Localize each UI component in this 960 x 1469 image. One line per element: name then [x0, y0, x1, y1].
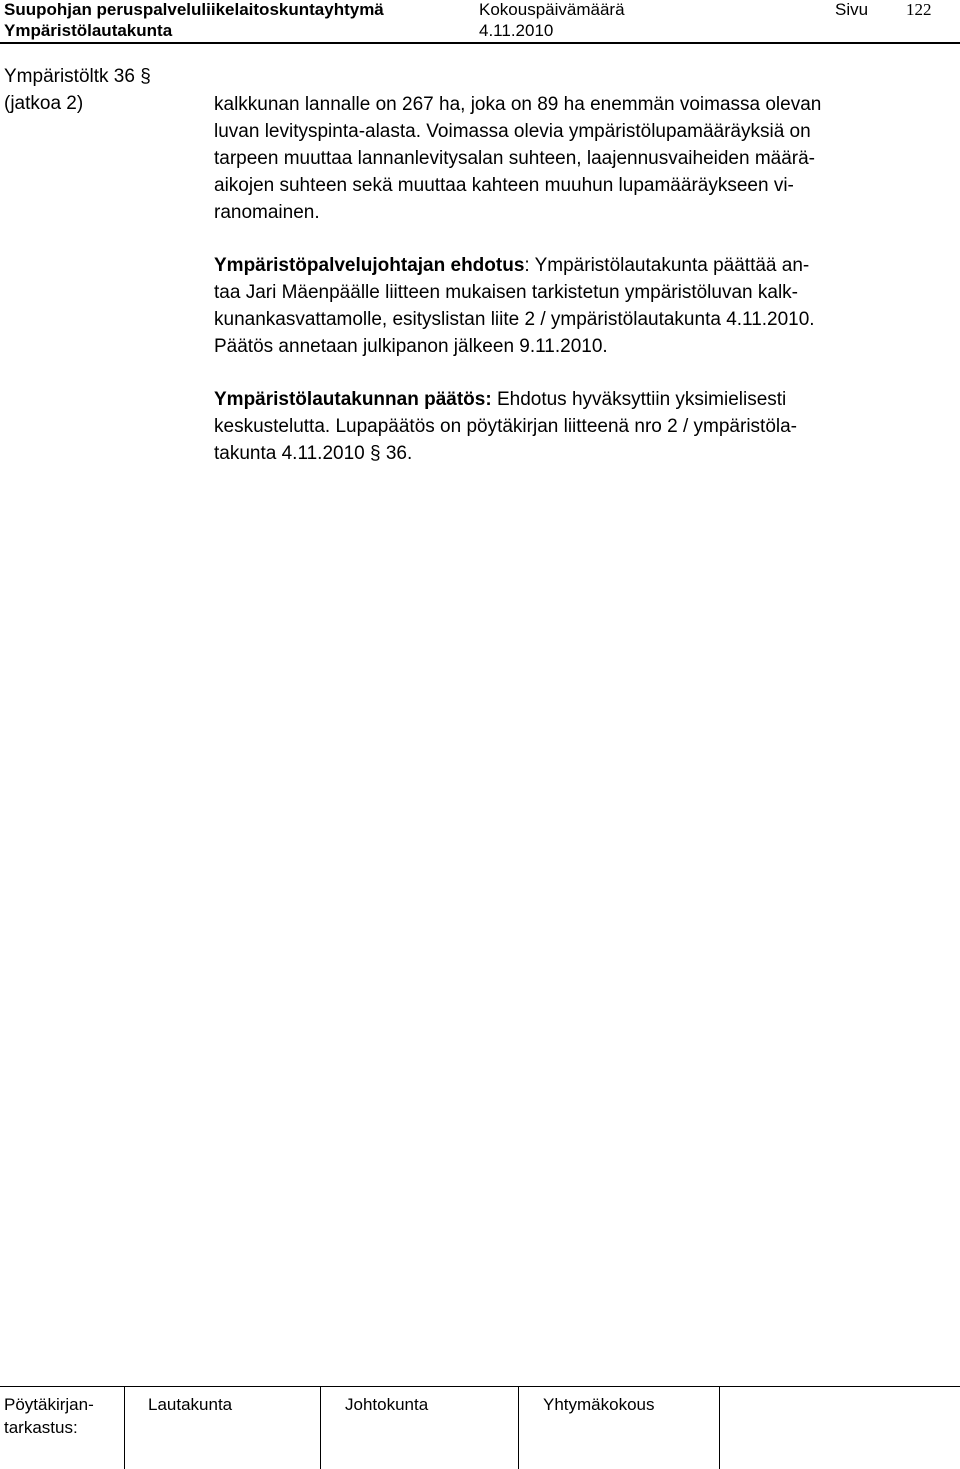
- minutes-check-label-1: Pöytäkirjan-: [4, 1395, 94, 1414]
- footer-executive-label: Johtokunta: [345, 1395, 429, 1414]
- paragraph-background: [214, 91, 930, 226]
- footer-divider: [0, 1386, 960, 1387]
- meeting-date: 4.11.2010: [479, 21, 554, 40]
- footer-column-divider: [320, 1386, 321, 1469]
- page-footer: [0, 1386, 960, 1469]
- footer-assembly-label: Yhtymäkokous: [543, 1395, 655, 1414]
- paragraph-decision: [214, 386, 930, 467]
- committee-name: Ympäristölautakunta: [4, 21, 173, 40]
- paragraph-proposal: [214, 252, 930, 360]
- text-line: kalkkunan lannalle on 267 ha, joka on 89 ha enemmän voimassa olevan: [214, 94, 822, 115]
- organization-name: Suupohjan peruspalveluliikelaitoskuntayhtymä: [4, 0, 384, 19]
- text-line: : Ympäristölautakunta päättää an-: [524, 255, 810, 276]
- footer-column-divider: [124, 1386, 125, 1469]
- footer-board-label: Lautakunta: [148, 1395, 233, 1414]
- page-number: 122: [906, 0, 932, 19]
- proposal-label: Ympäristöpalvelujohtajan ehdotus: [214, 255, 525, 276]
- decision-label: Ympäristölautakunnan päätös:: [214, 389, 492, 410]
- text-line: tarpeen muuttaa lannanlevitysalan suhteen, laajennusvaiheiden määrä-: [214, 148, 816, 169]
- page-header: [0, 0, 960, 44]
- text-line: Ehdotus hyväksyttiin yksimielisesti: [491, 389, 787, 410]
- section-continued: (jatkoa 2): [4, 93, 84, 114]
- text-line: taa Jari Mäenpäälle liitteen mukaisen tarkistetun ympäristöluvan kalk-: [214, 282, 798, 303]
- document-body: [214, 91, 930, 467]
- section-reference: [4, 63, 151, 117]
- meeting-date-label: Kokouspäivämäärä: [479, 0, 625, 19]
- text-line: luvan levityspinta-alasta. Voimassa olevia ympäristölupamääräyksiä on: [214, 121, 811, 142]
- minutes-check-label-2: tarkastus:: [4, 1418, 78, 1437]
- text-line: Päätös annetaan julkipanon jälkeen 9.11.2010.: [214, 336, 608, 357]
- text-line: ranomainen.: [214, 202, 320, 223]
- text-line: keskustelutta. Lupapäätös on pöytäkirjan liitteenä nro 2 / ympäristöla-: [214, 416, 797, 437]
- text-line: kunankasvattamolle, esityslistan liite 2 / ympäristölautakunta 4.11.2010.: [214, 309, 815, 330]
- page-label: Sivu: [835, 0, 869, 19]
- header-divider: [0, 42, 960, 44]
- text-line: takunta 4.11.2010 § 36.: [214, 443, 413, 464]
- footer-column-divider: [719, 1386, 720, 1469]
- section-title: Ympäristöltk 36 §: [4, 66, 151, 87]
- text-line: aikojen suhteen sekä muuttaa kahteen muuhun lupamääräykseen vi-: [214, 175, 794, 196]
- footer-column-divider: [518, 1386, 519, 1469]
